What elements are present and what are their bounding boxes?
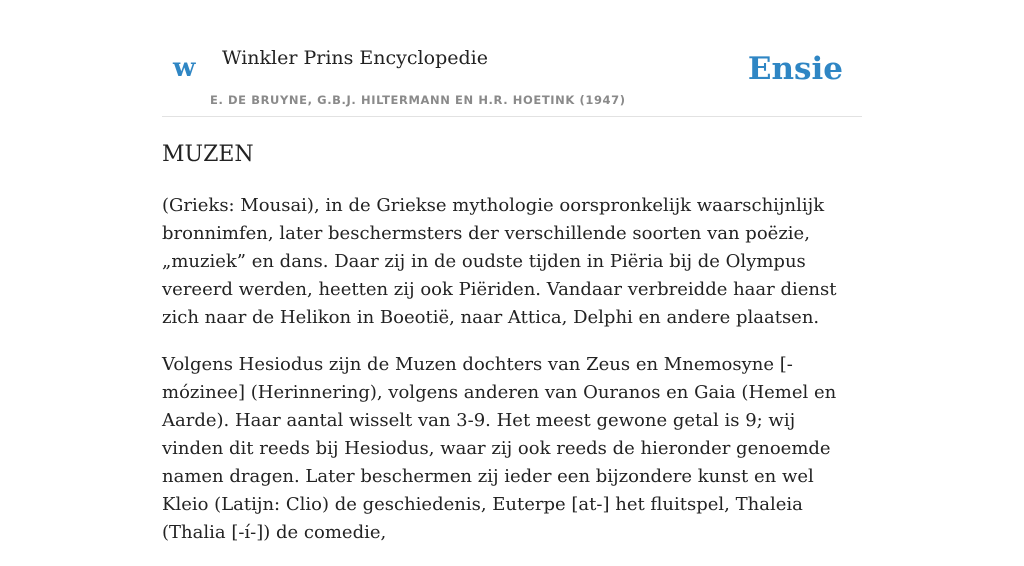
ensie-logo-link[interactable]: Ensie — [747, 51, 843, 87]
source-header — [162, 36, 862, 117]
source-authors: E. DE BRUYNE, G.B.J. HILTERMANN EN H.R. HOETINK (1947) — [210, 93, 626, 107]
article-title: MUZEN — [162, 142, 254, 167]
article-paragraph: Volgens Hesiodus zijn de Muzen dochters van Zeus en Mnemosyne [-mózinee] (Herinnering), volgens anderen van Ouranos en Gaia (Hemel en Aarde). Haar aantal wisselt van 3-9. Het meest gewone getal is 9; wij vinden dit reeds bij Hesiodus, waar zij ook reeds de hieronder genoemde namen dragen. Later beschermen zij ieder een bijzondere kunst en wel Kleio (Latijn: Clio) de geschiedenis, Euterpe [at-] het fluitspel, Thaleia (Thalia [-í-]) de comedie, — [162, 354, 837, 543]
article-paragraph: (Grieks: Mousai), in de Griekse mythologie oorspronkelijk waarschijnlijk bronnimfen, later beschermsters der verschillende soorten van poëzie, „muziek” en dans. Daar zij in de oudste tijden in Piëria bij de Olympus vereerd werden, heetten zij ook Piëriden. Vandaar verbreidde haar dienst zich naar de Helikon in Boeotië, naar Attica, Delphi en andere plaatsen. — [162, 195, 837, 328]
source-title[interactable]: Winkler Prins Encyclopedie — [222, 47, 488, 69]
article-body — [162, 192, 852, 566]
winkler-prins-logo[interactable]: w — [173, 53, 196, 83]
